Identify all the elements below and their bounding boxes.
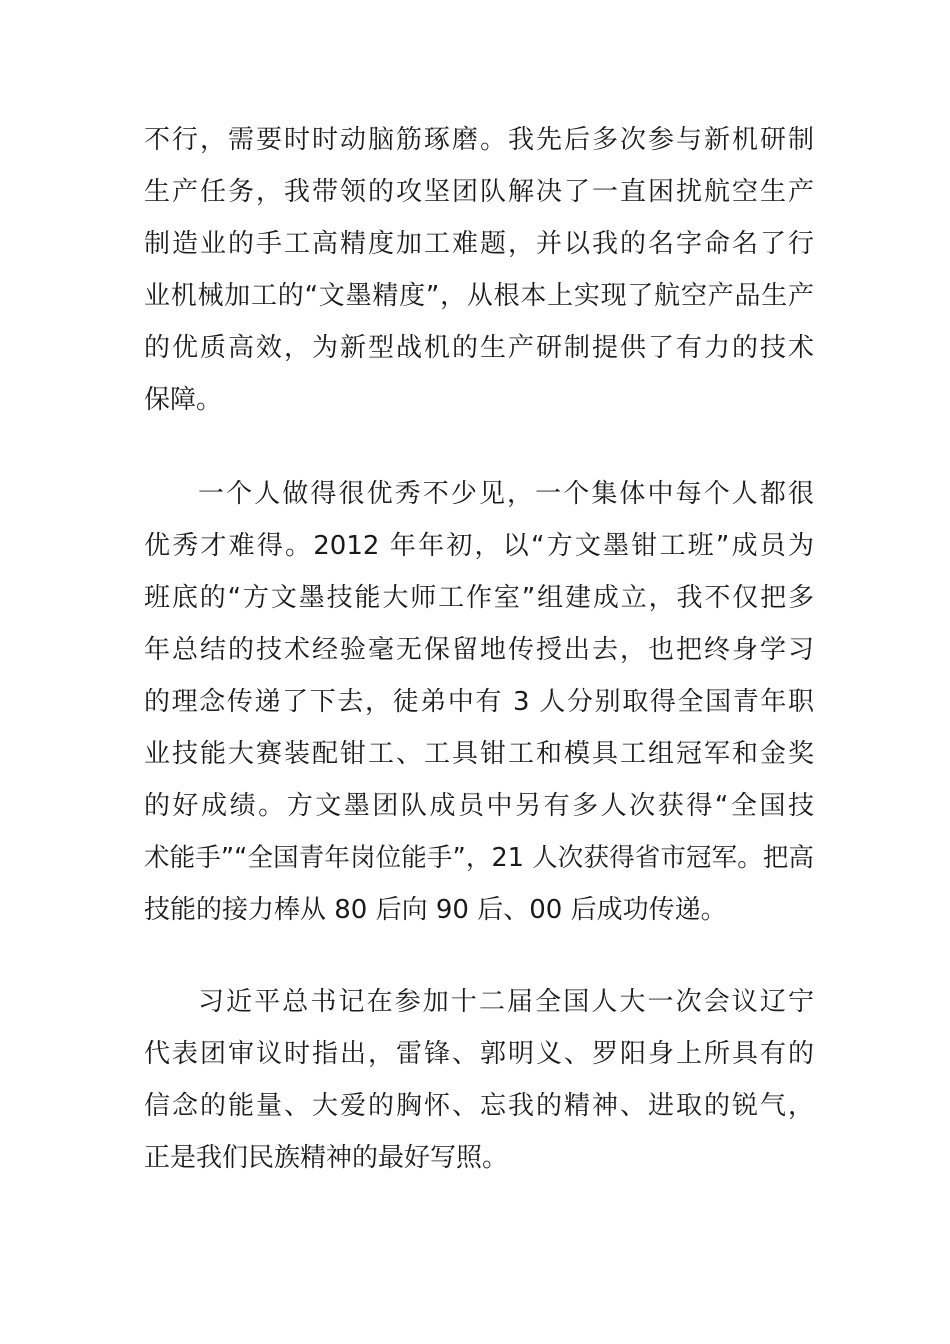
paragraph-2-line-3: 班底的“方文墨技能大师工作室”组建成立，我不仅把多 [144, 583, 814, 613]
paragraph-3-line-1: 习近平总书记在参加十二届全国人大一次会议辽宁 [198, 987, 814, 1017]
paragraph-2-line-1: 一个人做得很优秀不少见，一个集体中每个人都很 [198, 479, 814, 509]
paragraph-1-line-6: 保障。 [144, 385, 223, 415]
paragraph-2-line-6: 业技能大赛装配钳工、工具钳工和模具工组冠军和金奖 [144, 739, 814, 769]
paragraph-2-line-5: 的理念传递了下去，徒弟中有 3 人分别取得全国青年职 [144, 687, 814, 717]
paragraph-1-line-4: 业机械加工的“文墨精度”，从根本上实现了航空产品生产 [144, 281, 814, 311]
paragraph-2-line-8: 术能手”“全国青年岗位能手”，21 人次获得省市冠军。把高 [144, 843, 814, 873]
paragraph-2-line-7: 的好成绩。方文墨团队成员中另有多人次获得“全国技 [144, 791, 814, 821]
paragraph-1-line-1: 不行，需要时时动脑筋琢磨。我先后多次参与新机研制 [144, 125, 814, 155]
paragraph-3-line-3: 信念的能量、大爱的胸怀、忘我的精神、进取的锐气， [144, 1091, 814, 1121]
paragraph-1-line-5: 的优质高效，为新型战机的生产研制提供了有力的技术 [144, 333, 814, 363]
paragraph-2-line-2: 优秀才难得。2012 年年初，以“方文墨钳工班”成员为 [144, 531, 814, 561]
paragraph-2-line-4: 年总结的技术经验毫无保留地传授出去，也把终身学习 [144, 635, 814, 665]
paragraph-3-line-2: 代表团审议时指出，雷锋、郭明义、罗阳身上所具有的 [144, 1039, 814, 1069]
paragraph-1-line-2: 生产任务，我带领的攻坚团队解决了一直困扰航空生产 [144, 177, 814, 207]
paragraph-2-line-9: 技能的接力棒从 80 后向 90 后、00 后成功传递。 [144, 895, 727, 925]
paragraph-3-line-4: 正是我们民族精神的最好写照。 [144, 1143, 509, 1173]
paragraph-1-line-3: 制造业的手工高精度加工难题，并以我的名字命名了行 [144, 229, 814, 259]
